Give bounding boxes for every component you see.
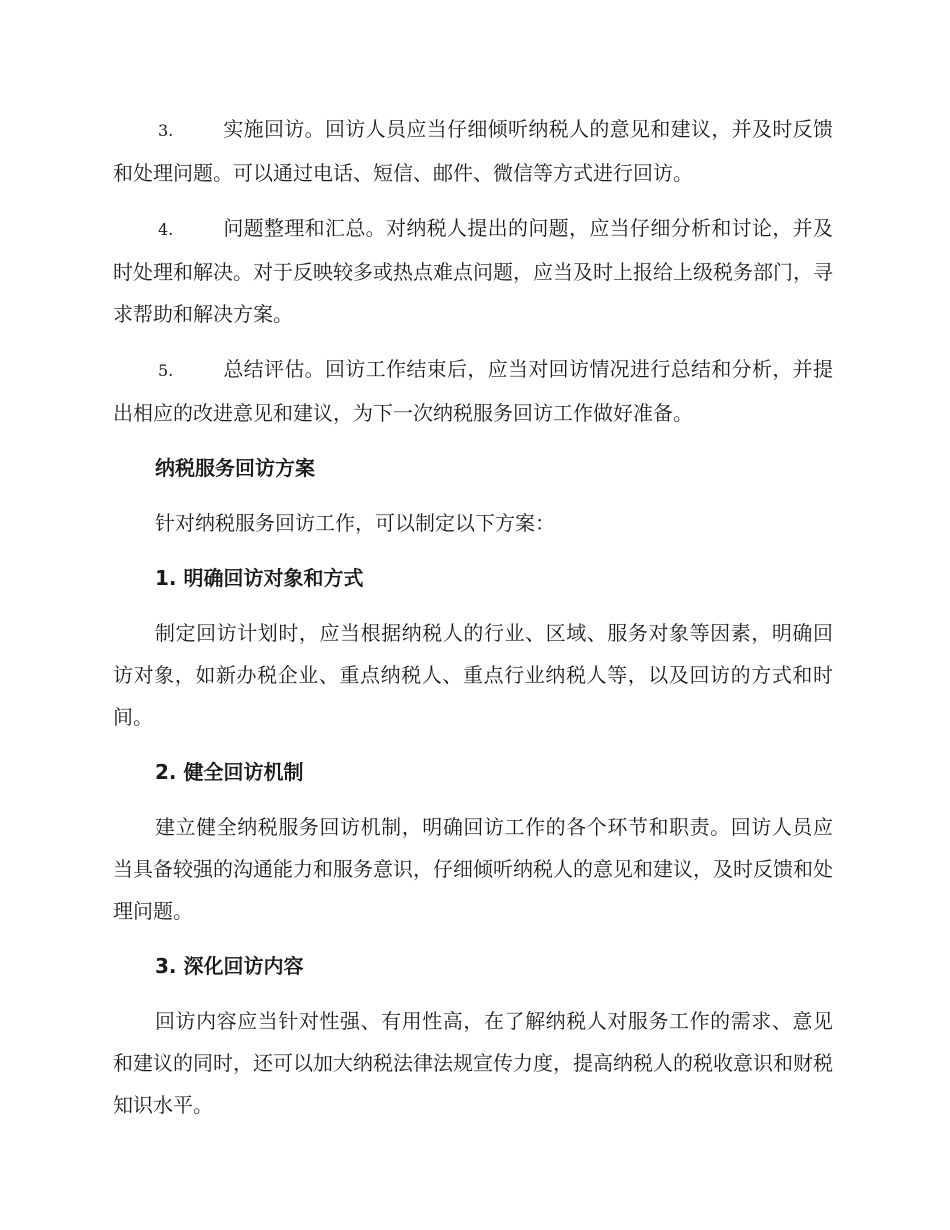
paragraph-text: 问题整理和汇总。对纳税人提出的问题，应当仔细分析和讨论，并及时处理和解决。对于反映较多或热点难点问题，应当及时上报给上级税务部门，寻求帮助和解决方案。 (113, 216, 833, 326)
section-title: 纳税服务回访方案 (155, 456, 315, 480)
paragraph-number: 5. (158, 361, 174, 380)
section-heading-2: 2. 健全回访机制 (155, 760, 304, 784)
section-body-3: 回访内容应当针对性强、有用性高，在了解纳税人对服务工作的需求、意见和建议的同时，还可以加大纳税法律法规宣传力度，提高纳税人的税收意识和财税知识水平。 (113, 1009, 833, 1117)
numbered-paragraph-5 (113, 348, 833, 434)
section-body-2: 建立健全纳税服务回访机制，明确回访工作的各个环节和职责。回访人员应当具备较强的沟通能力和服务意识，仔细倾听纳税人的意见和建议，及时反馈和处理问题。 (113, 815, 833, 923)
section-heading-3: 3. 深化回访内容 (155, 954, 304, 978)
paragraph-text: 实施回访。回访人员应当仔细倾听纳税人的意见和建议，并及时反馈和处理问题。可以通过电话、短信、邮件、微信等方式进行回访。 (113, 117, 833, 185)
section-body-1: 制定回访计划时，应当根据纳税人的行业、区域、服务对象等因素，明确回访对象，如新办税企业、重点纳税人、重点行业纳税人等，以及回访的方式和时间。 (113, 621, 833, 729)
paragraph-number: 4. (158, 220, 174, 239)
section-heading-1: 1. 明确回访对象和方式 (155, 566, 364, 590)
document-page (113, 108, 833, 1139)
intro-paragraph: 针对纳税服务回访工作，可以制定以下方案： (155, 511, 555, 535)
numbered-paragraph-4 (113, 207, 833, 335)
paragraph-number: 3. (158, 121, 174, 140)
paragraph-text: 总结评估。回访工作结束后，应当对回访情况进行总结和分析，并提出相应的改进意见和建议，为下一次纳税服务回访工作做好准备。 (113, 357, 833, 425)
numbered-paragraph-3 (113, 108, 833, 194)
